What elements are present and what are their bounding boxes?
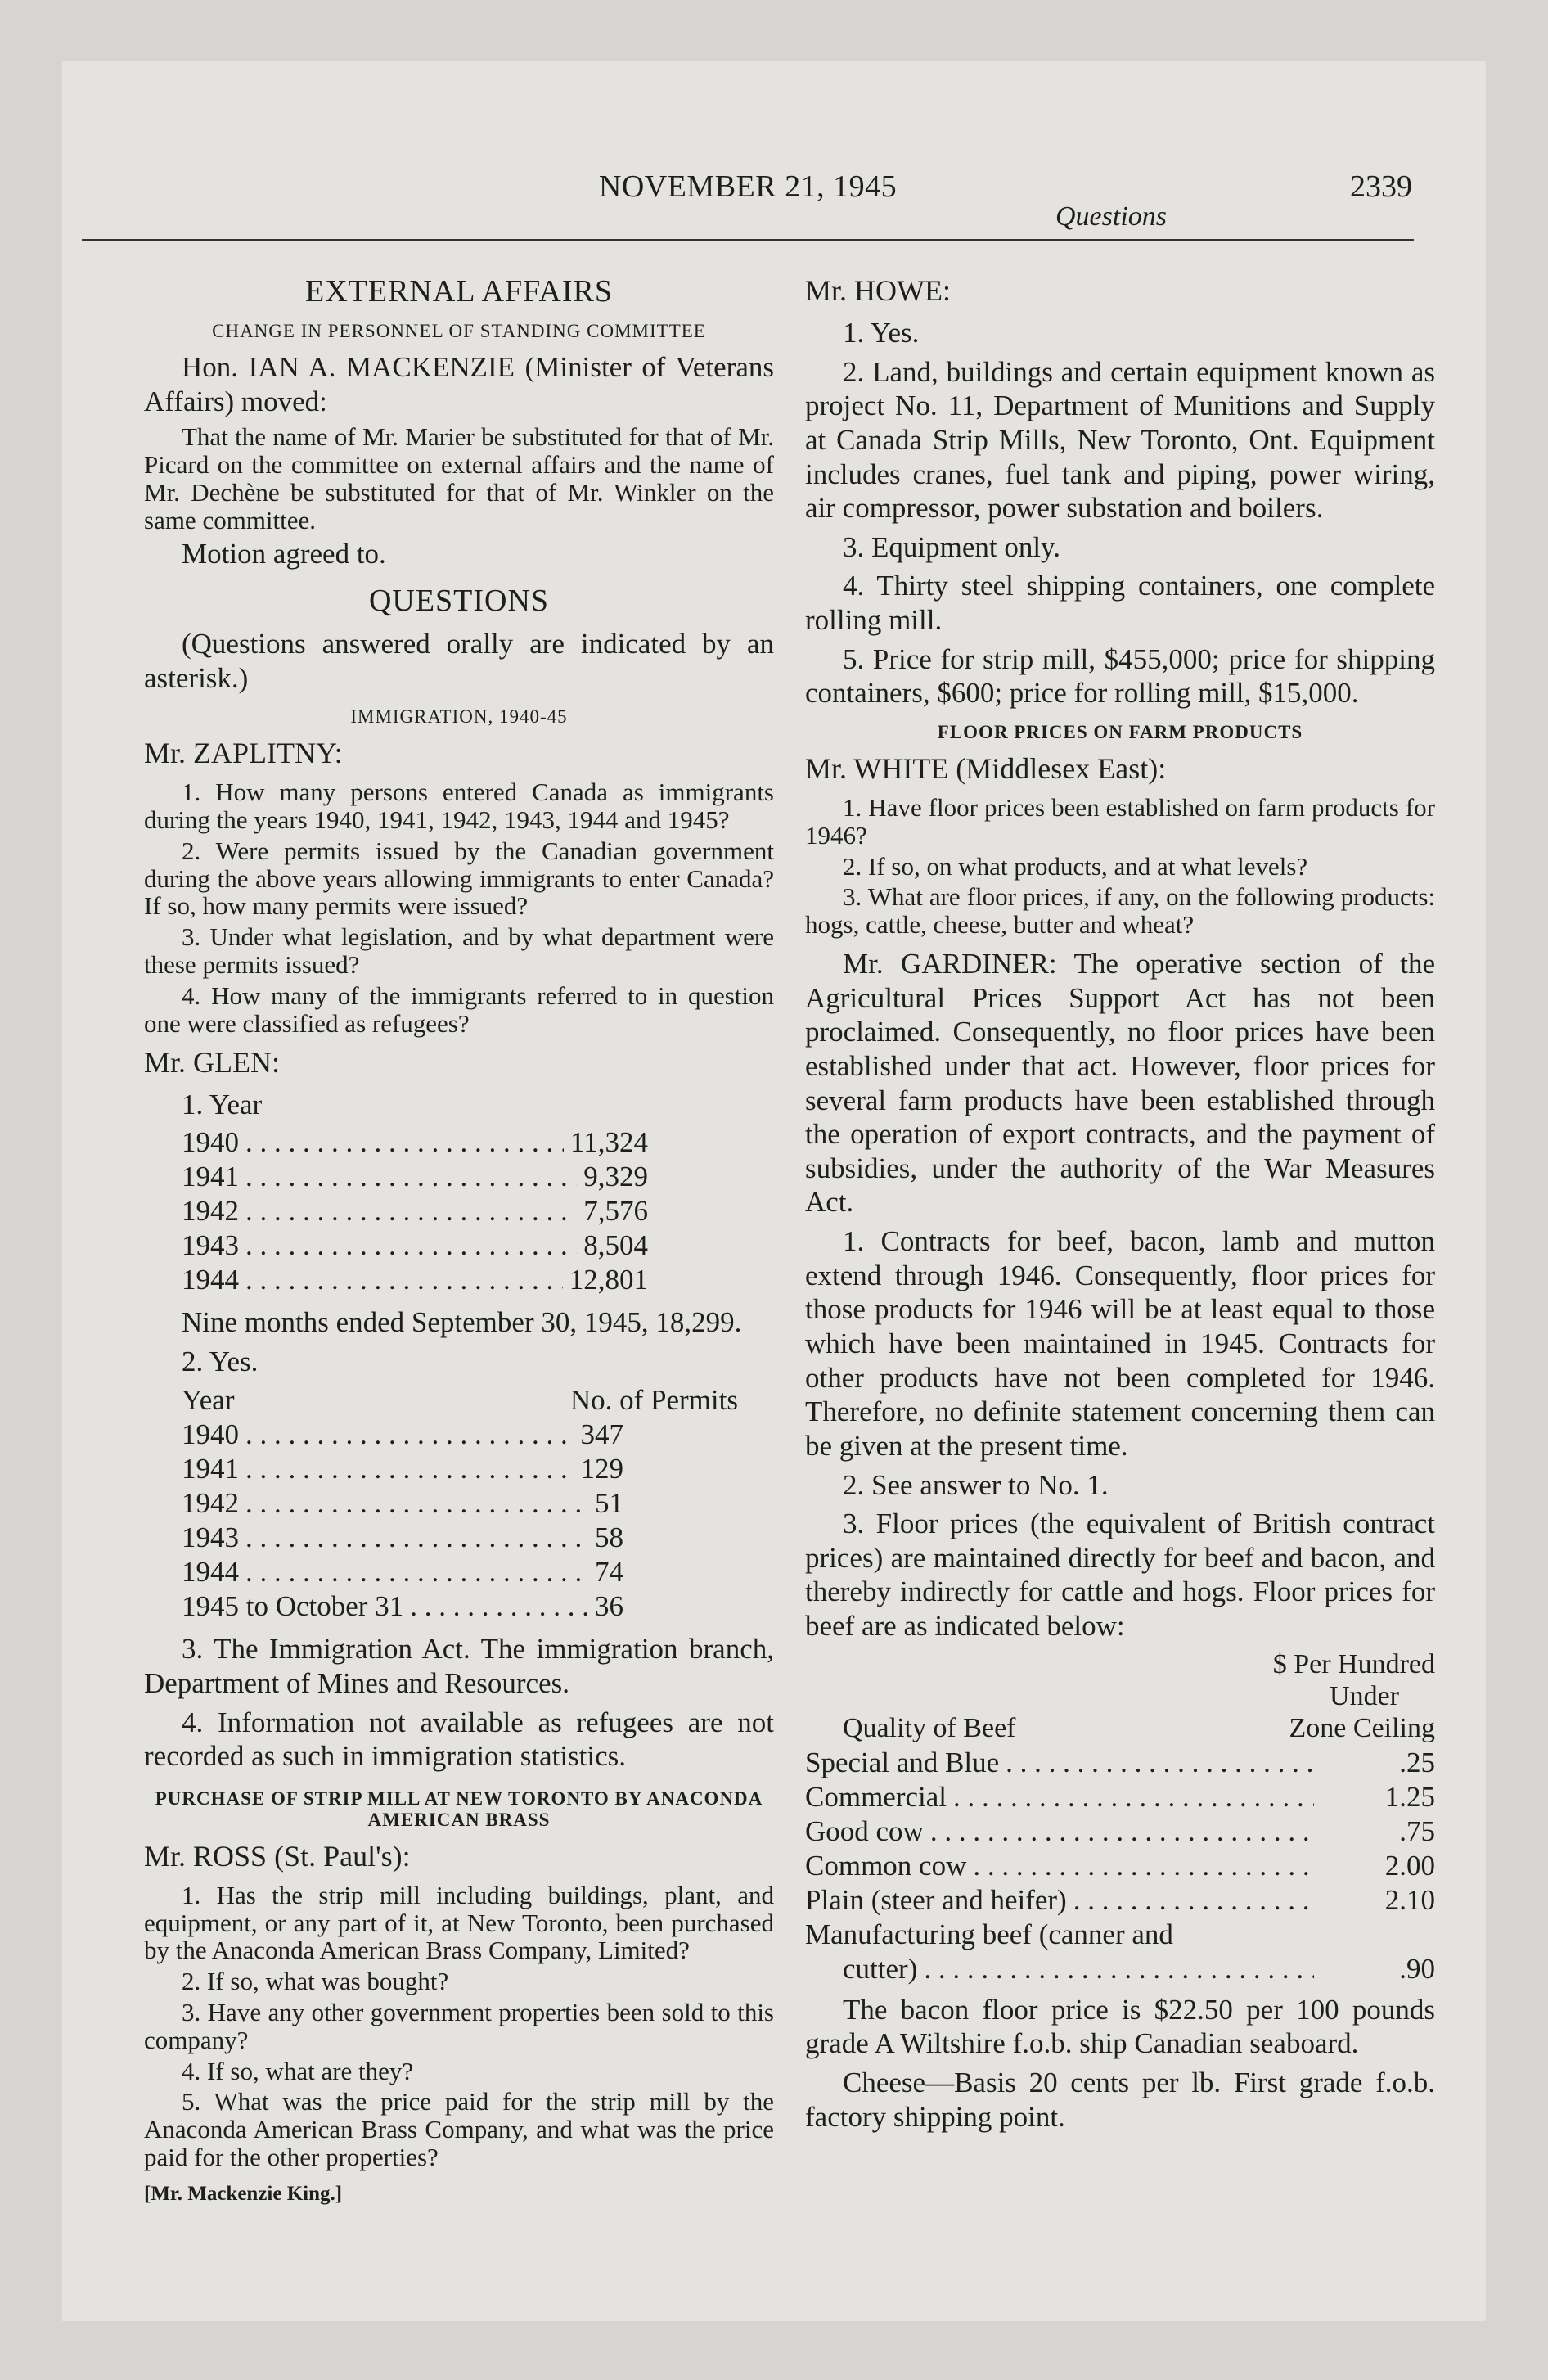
count-cell: 51 [595,1487,623,1520]
subhead-floor-prices: FLOOR PRICES ON FARM PRODUCTS [937,722,1303,743]
table-row [182,1418,623,1452]
count-cell: 129 [580,1453,623,1485]
ross-q2: 2. If so, what was bought? [182,1967,449,1996]
table-row [805,1814,1435,1849]
answer-3: 3. The Immigration Act. The immigration branch, Department of Mines and Resources. [144,1633,774,1699]
table-row [805,1746,1435,1780]
price-cell: .75 [1399,1814,1435,1847]
answer-2-yes: 2. Yes. [182,1345,259,1377]
quality-cell: cutter) [843,1952,918,1985]
gardiner-answer-3: 3. Floor prices (the equivalent of British contract prices) are maintained directly for beef and bacon, and thereby indirectly for cattle and hogs. Floor prices for beef are as indicated below: [805,1508,1435,1643]
table-row [182,1521,623,1555]
subhead-immigration: IMMIGRATION, 1940-45 [350,706,568,728]
table-row [182,1194,648,1228]
price-cell: .90 [1399,1952,1435,1985]
beef-price-table [805,1648,1435,1986]
count-cell: 7,576 [583,1195,648,1227]
nine-months: Nine months ended September 30, 1945, 18,299. [182,1306,742,1338]
beef-head-top1: $ Per Hundred [1272,1648,1435,1679]
speaker-white: Mr. WHITE (Middlesex East): [805,752,1167,786]
howe-a2: 2. Land, buildings and certain equipment known as project No. 11, Department of Munitions and Supply at Canada Strip Mills, New Toronto, Ont. Equipment includes cranes, fuel tank and piping, power wiring, air compressor, power substation and boilers. [805,355,1435,525]
quality-cell: Commercial [805,1780,947,1813]
year-cell: 1944 [182,1556,239,1589]
year-cell: 1943 [182,1229,239,1261]
page-number: 2339 [1350,169,1412,204]
subhead-committee: CHANGE IN PERSONNEL OF STANDING COMMITTEE [212,321,706,341]
table-row [182,1160,648,1194]
beef-head-row [805,1712,1435,1746]
count-cell: 11,324 [570,1126,648,1158]
howe-a4: 4. Thirty steel shipping containers, one complete rolling mill. [805,570,1435,637]
gardiner-answer-1: 1. Contracts for beef, bacon, lamb and mutton extend through 1946. Consequently, floor prices for those products for 1946 will be at least equal to those which have been maintained in 1945. Contracts for other products have not been completed for 1946. Therefore, no definite statement concerning them can be given at the present time. [805,1225,1435,1462]
price-cell: 2.00 [1384,1849,1435,1882]
answer-4: 4. Information not available as refugees are not recorded as such in immigration statistics. [144,1706,774,1773]
table-row [182,1555,623,1589]
beef-head-left: Quality of Beef [843,1712,1016,1743]
table-row [182,1452,623,1486]
permits-header [182,1383,738,1418]
zaplitny-q1: 1. How many persons entered Canada as immigrants during the years 1940, 1941, 1942, 1943, 1944 and 1945? [144,778,774,835]
year-cell: 1942 [182,1487,239,1520]
page-header [82,106,1414,246]
year-label: 1. Year [182,1089,263,1121]
count-cell: 58 [595,1521,623,1554]
quality-cell: Plain (steer and heifer) [805,1883,1067,1916]
motion-text: That the name of Mr. Marier be substituted for that of Mr. Picard on the committee on external affairs and the name of Mr. Dechène be substituted for that of Mr. Winkler on the same committee. [144,422,774,534]
speaker-ross: Mr. ROSS (St. Paul's): [144,1839,411,1873]
quality-cell: Special and Blue [805,1746,1000,1778]
gardiner-intro: Mr. GARDINER: The operative section of the Agricultural Prices Support Act has not been proclaimed. Consequently, no floor prices have been established under that act. However, floor prices for several farm products have been established through the operation of export contracts, and the payment of subsidies, under the authority of the War Measures Act. [805,947,1435,1219]
beef-head-top2: Under [1330,1680,1399,1711]
year-cell: 1943 [182,1521,239,1554]
speaker-howe: Mr. HOWE: [805,274,951,307]
table-row [805,1849,1435,1883]
white-q1: 1. Have floor prices been established on farm products for 1946? [805,793,1435,850]
beef-head-right: Zone Ceiling [1289,1712,1435,1743]
questions-note: (Questions answered orally are indicated by an asterisk.) [144,628,774,694]
section-title-external-affairs: EXTERNAL AFFAIRS [305,274,613,309]
table-row [182,1125,648,1160]
howe-a5: 5. Price for strip mill, $455,000; price for shipping containers, $600; price for rolling mill, $15,000. [805,642,1435,710]
quality-cell: Common cow [805,1849,967,1882]
permits-head-year: Year [182,1384,235,1417]
count-cell: 9,329 [583,1161,648,1192]
year-cell: 1944 [182,1264,239,1296]
zaplitny-q4: 4. How many of the immigrants referred to in question one were classified as refugees? [144,980,774,1038]
quality-cell: Good cow [805,1814,924,1847]
year-cell: 1942 [182,1195,239,1227]
white-q3: 3. What are floor prices, if any, on the following products: hogs, cattle, cheese, butter and wheat? [805,882,1435,940]
table-row [805,1780,1435,1814]
count-cell: 74 [595,1556,623,1589]
howe-a1: 1. Yes. [843,317,920,349]
speaker-zaplitny: Mr. ZAPLITNY: [144,737,343,770]
footer-speaker-bracket: [Mr. Mackenzie King.] [144,2182,343,2205]
count-cell: 8,504 [583,1229,648,1261]
year-cell: 1941 [182,1453,239,1485]
white-q2: 2. If so, on what products, and at what levels? [843,851,1308,881]
questions-title: QUESTIONS [368,584,550,619]
header-rule [82,239,1414,241]
table-row [805,1918,1435,1952]
price-cell: .25 [1399,1746,1435,1778]
table-row [182,1486,623,1521]
table-row [805,1883,1435,1918]
table-row [182,1589,623,1624]
permits-table [182,1383,738,1624]
zaplitny-q3: 3. Under what legislation, and by what department were these permits issued? [144,922,774,980]
ross-q5: 5. What was the price paid for the strip mill by the Anaconda American Brass Company, and what was the price paid for the other properties? [144,2087,774,2171]
cheese-price: Cheese—Basis 20 cents per lb. First grade f.o.b. factory shipping point. [805,2067,1435,2133]
left-column [144,273,774,2206]
count-cell: 347 [580,1418,623,1451]
ross-q4: 4. If so, what are they? [182,2056,414,2085]
count-cell: 12,801 [569,1264,648,1296]
count-cell: 36 [595,1590,623,1623]
permits-head-num: No. of Permits [569,1384,738,1417]
header-section: Questions [1055,201,1167,232]
table-row [182,1228,648,1263]
ross-q3: 3. Have any other government properties been sold to this company? [144,1997,774,2054]
speaker-glen: Mr. GLEN: [144,1046,280,1080]
price-cell: 1.25 [1384,1780,1435,1813]
year-cell: 1945 to October 31 [182,1590,404,1623]
motion-agreed: Motion agreed to. [182,538,386,570]
year-cell: 1940 [182,1418,239,1451]
ross-q1: 1. Has the strip mill including buildings, plant, and equipment, or any part of it, at New Toronto, been purchased by the Anaconda American Brass Company, Limited? [144,1880,774,1965]
table-row [182,1263,648,1297]
right-column [805,273,1435,2139]
mackenzie-moved: Hon. IAN A. MACKENZIE (Minister of Veterans Affairs) moved: [144,351,774,417]
year-cell: 1940 [182,1126,239,1158]
quality-cell: Manufacturing beef (canner and [805,1918,1173,1950]
header-date: NOVEMBER 21, 1945 [598,169,898,204]
subhead-strip-mill: PURCHASE OF STRIP MILL AT NEW TORONTO BY ANACONDA AMERICAN BRASS [155,1787,763,1830]
bacon-price: The bacon floor price is $22.50 per 100 pounds grade A Wiltshire f.o.b. ship Canadian seaboard. [805,1993,1435,2060]
howe-a3: 3. Equipment only. [843,530,1061,563]
immigrants-table [182,1125,648,1297]
price-cell: 2.10 [1384,1883,1435,1916]
gardiner-answer-2: 2. See answer to No. 1. [843,1468,1109,1501]
zaplitny-q2: 2. Were permits issued by the Canadian government during the above years allowing immigrants to enter Canada? If so, how many permits were issued? [144,836,774,921]
table-row [805,1952,1435,1986]
year-cell: 1941 [182,1161,239,1192]
